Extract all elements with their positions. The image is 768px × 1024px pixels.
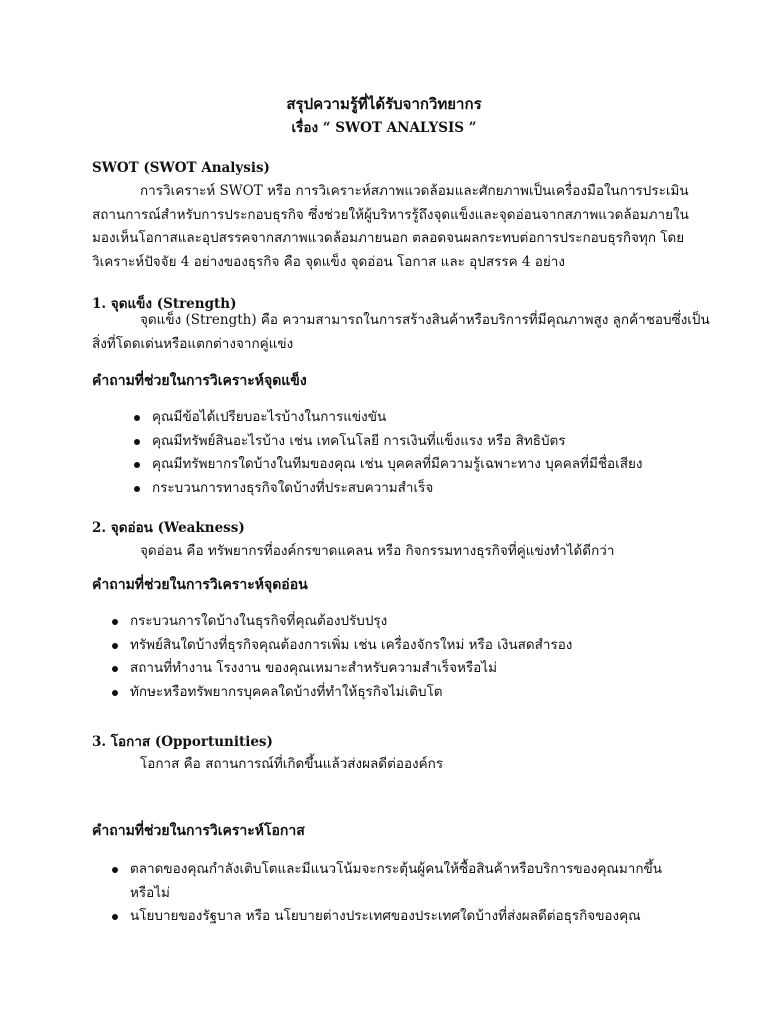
document-title: สรุปความรู้ที่ได้รับจากวิทยากร xyxy=(286,95,482,113)
strength-paragraph xyxy=(92,309,710,356)
list-item: ทรัพย์สินใดบ้างที่ธุรกิจคุณต้องการเพิ่ม เช่น เครื่องจักรใหม่ หรือ เงินสดสำรอง xyxy=(108,634,572,658)
list-item: นโยบายของรัฐบาล หรือ นโยบายต่างประเทศของประเทศใดบ้างที่ส่งผลดีต่อธุรกิจของคุณ xyxy=(108,905,662,929)
bullet-icon xyxy=(134,415,140,421)
opportunities-question-heading: คำถามที่ช่วยในการวิเคราะห์โอกาส xyxy=(92,823,305,839)
bullet-icon xyxy=(112,867,118,873)
bullet-icon xyxy=(134,462,140,468)
list-item: สถานที่ทำงาน โรงงาน ของคุณเหมาะสำหรับความสำเร็จหรือไม่ xyxy=(108,657,572,681)
weakness-definition: จุดอ่อน คือ ทรัพยากรที่องค์กรขาดแคลน หรือ กิจกรรมทางธุรกิจที่คู่แข่งทำได้ดีกว่า xyxy=(140,543,615,559)
list-item: คุณมีข้อได้เปรียบอะไรบ้างในการแข่งขัน xyxy=(130,406,642,430)
intro-line-4: วิเคราะห์ปัจจัย 4 อย่างของธุรกิจ คือ จุดแข็ง จุดอ่อน โอกาส และ อุปสรรค 4 อย่าง xyxy=(92,253,565,270)
intro-heading: SWOT (SWOT Analysis) xyxy=(92,160,270,176)
bullet-icon xyxy=(112,666,118,672)
intro-paragraph xyxy=(92,180,692,274)
list-item: คุณมีทรัพย์สินอะไรบ้าง เช่น เทคโนโลยี การเงินที่แข็งแรง หรือ สิทธิบัตร xyxy=(130,430,642,454)
document-subtitle: เรื่อง “ SWOT ANALYSIS ” xyxy=(291,120,477,136)
list-item: ตลาดของคุณกำลังเติบโตและมีแนวโน้มจะกระตุ้นผู้คนให้ซื้อสินค้าหรือบริการของคุณมากขึ้น หรือไม่ xyxy=(108,858,662,905)
weakness-question-list xyxy=(108,610,572,704)
bullet-icon xyxy=(134,439,140,445)
bullet-icon xyxy=(112,619,118,625)
bullet-icon xyxy=(112,914,118,920)
bullet-icon xyxy=(112,643,118,649)
weakness-heading: 2. จุดอ่อน (Weakness) xyxy=(92,520,245,536)
list-item: กระบวนการทางธุรกิจใดบ้างที่ประสบความสำเร็จ xyxy=(130,477,642,501)
opportunities-definition: โอกาส คือ สถานการณ์ที่เกิดขึ้นแล้วส่งผลดีต่อองค์กร xyxy=(140,756,444,772)
strength-heading: 1. จุดแข็ง (Strength) xyxy=(92,296,237,312)
intro-line-3: มองเห็นโอกาสและอุปสรรคจากสภาพแวดล้อมภายนอก ตลอดจนผลกระทบต่อการประกอบธุรกิจทุก โดย xyxy=(92,230,685,246)
list-item: ทักษะหรือทรัพยากรบุคคลใดบ้างที่ทำให้ธุรกิจไม่เติบโต xyxy=(108,681,572,705)
intro-line-2: สถานการณ์สำหรับการประกอบธุรกิจ ซึ่งช่วยให้ผู้บริหารรู้ถึงจุดแข็งและจุดอ่อนจากสภาพแวดล้อมภายใน xyxy=(92,206,689,223)
strength-line-2: สิ่งที่โดดเด่นหรือแตกต่างจากคู่แข่ง xyxy=(92,335,294,352)
strength-line-1: จุดแข็ง (Strength) คือ ความสามารถในการสร้างสินค้าหรือบริการที่มีคุณภาพสูง ลูกค้าชอบซึ่งเป็น xyxy=(140,312,710,328)
weakness-question-heading: คำถามที่ช่วยในการวิเคราะห์จุดอ่อน xyxy=(92,577,308,593)
list-item: กระบวนการใดบ้างในธุรกิจที่คุณต้องปรับปรุง xyxy=(108,610,572,634)
bullet-icon xyxy=(112,690,118,696)
strength-question-list xyxy=(130,406,642,500)
opportunities-question-list xyxy=(108,858,662,929)
strength-question-heading: คำถามที่ช่วยในการวิเคราะห์จุดแข็ง xyxy=(92,373,307,389)
intro-line-1: การวิเคราะห์ SWOT หรือ การวิเคราะห์สภาพแวดล้อมและศักยภาพเป็นเครื่องมือในการประเมิน xyxy=(140,183,689,199)
bullet-icon xyxy=(134,486,140,492)
opportunities-heading: 3. โอกาส (Opportunities) xyxy=(92,734,273,750)
list-item: คุณมีทรัพยากรใดบ้างในทีมของคุณ เช่น บุคคลที่มีความรู้เฉพาะทาง บุคคลที่มีชื่อเสียง xyxy=(130,453,642,477)
